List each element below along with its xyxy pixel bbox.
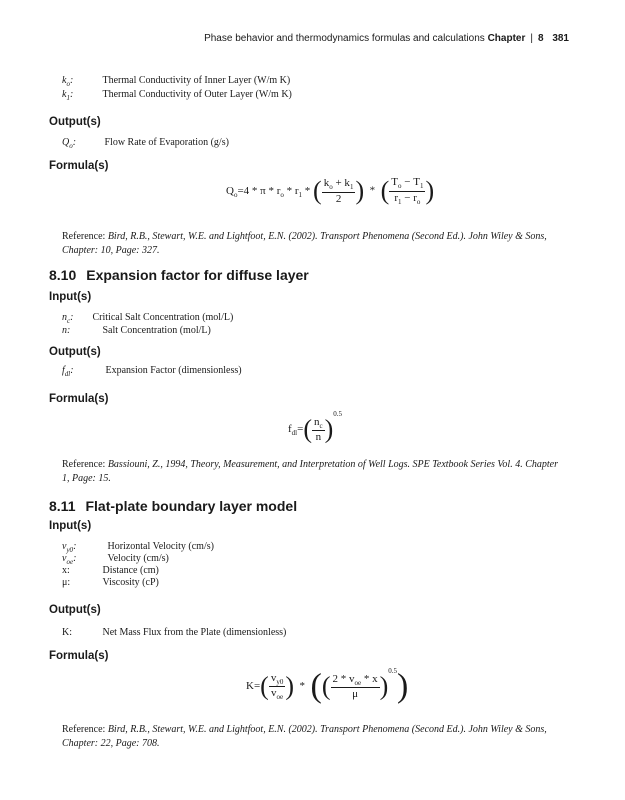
input-row: $v_{y0}$: Horizontal Velocity (cm/s) xyxy=(62,541,214,554)
output-row: $f_{dl}$: Expansion Factor (dimensionless) xyxy=(62,365,242,378)
formula-boundary-layer: K=( $\frac{v_{y0}}{v_{oe}}$ ) * (( $\frac{2 * v_{oe} * x}{\mu}$ )$^{0.5}$) xyxy=(246,667,409,705)
section-title: 8.11 Flat-plate boundary layer model xyxy=(49,498,298,514)
formula-evaporation-rate: $Q_o=4 * \pi * r_o * r_1$ * ( $\frac{k_o + k_1}{2}$ ) * ( $\frac{T_o - T_1}{r_1 - r_o}$ ) xyxy=(226,176,435,206)
chapter-number: 8 xyxy=(537,33,544,44)
input-heading: Input(s) xyxy=(49,520,92,532)
input-row: n: Salt Concentration (mol/L) xyxy=(62,325,211,336)
output-heading: Output(s) xyxy=(49,604,101,616)
chapter-label: Chapter xyxy=(487,33,526,44)
reference: Reference: Bird, R.B., Stewart, W.E. and Lightfoot, E.N. (2002). Transport Phenomena (Second Ed.). John Wiley & Sons, Chapter: 22, Page: 708. xyxy=(62,724,547,749)
output-heading: Output(s) xyxy=(49,116,101,128)
running-head-title: Phase behavior and thermodynamics formulas and calculations xyxy=(204,33,485,44)
input-row: $v_{oe}$: Velocity (cm/s) xyxy=(62,553,169,566)
output-row: K: Net Mass Flux from the Plate (dimensionless) xyxy=(62,627,287,638)
input-row: μ: Viscosity (cP) xyxy=(62,577,159,588)
input-row: $n_c$: Critical Salt Concentration (mol/L) xyxy=(62,312,234,325)
formula-expansion-factor: $f_{dl}=$( $\frac{n_c}{n}$ )$^{0.5}$ xyxy=(288,410,343,444)
reference: Reference: Bird, R.B., Stewart, W.E. and Lightfoot, E.N. (2002). Transport Phenomena (Second Ed.). John Wiley & Sons, Chapter: 10, Page: 327. xyxy=(62,231,547,256)
input-heading: Input(s) xyxy=(49,291,92,303)
section-title: 8.10 Expansion factor for diffuse layer xyxy=(49,267,309,283)
output-heading: Output(s) xyxy=(49,346,101,358)
formula-heading: Formula(s) xyxy=(49,393,109,405)
output-row: $Q_o$: Flow Rate of Evaporation (g/s) xyxy=(62,137,229,150)
running-head: Phase behavior and thermodynamics formulas and calculations Chapter | 8 381 xyxy=(204,33,569,44)
formula-heading: Formula(s) xyxy=(49,650,109,662)
input-row: $k_1$: Thermal Conductivity of Outer Layer (W/m K) xyxy=(62,89,292,102)
page-number: 381 xyxy=(552,33,569,44)
input-row: $k_o$: Thermal Conductivity of Inner Layer (W/m K) xyxy=(62,75,291,88)
reference: Reference: Bassiouni, Z., 1994, Theory, Measurement, and Interpretation of Well Logs. SPE Textbook Series Vol. 4. Chapter 1, Page: 15. xyxy=(62,459,558,484)
input-row: x: Distance (cm) xyxy=(62,565,159,576)
formula-heading: Formula(s) xyxy=(49,160,109,172)
